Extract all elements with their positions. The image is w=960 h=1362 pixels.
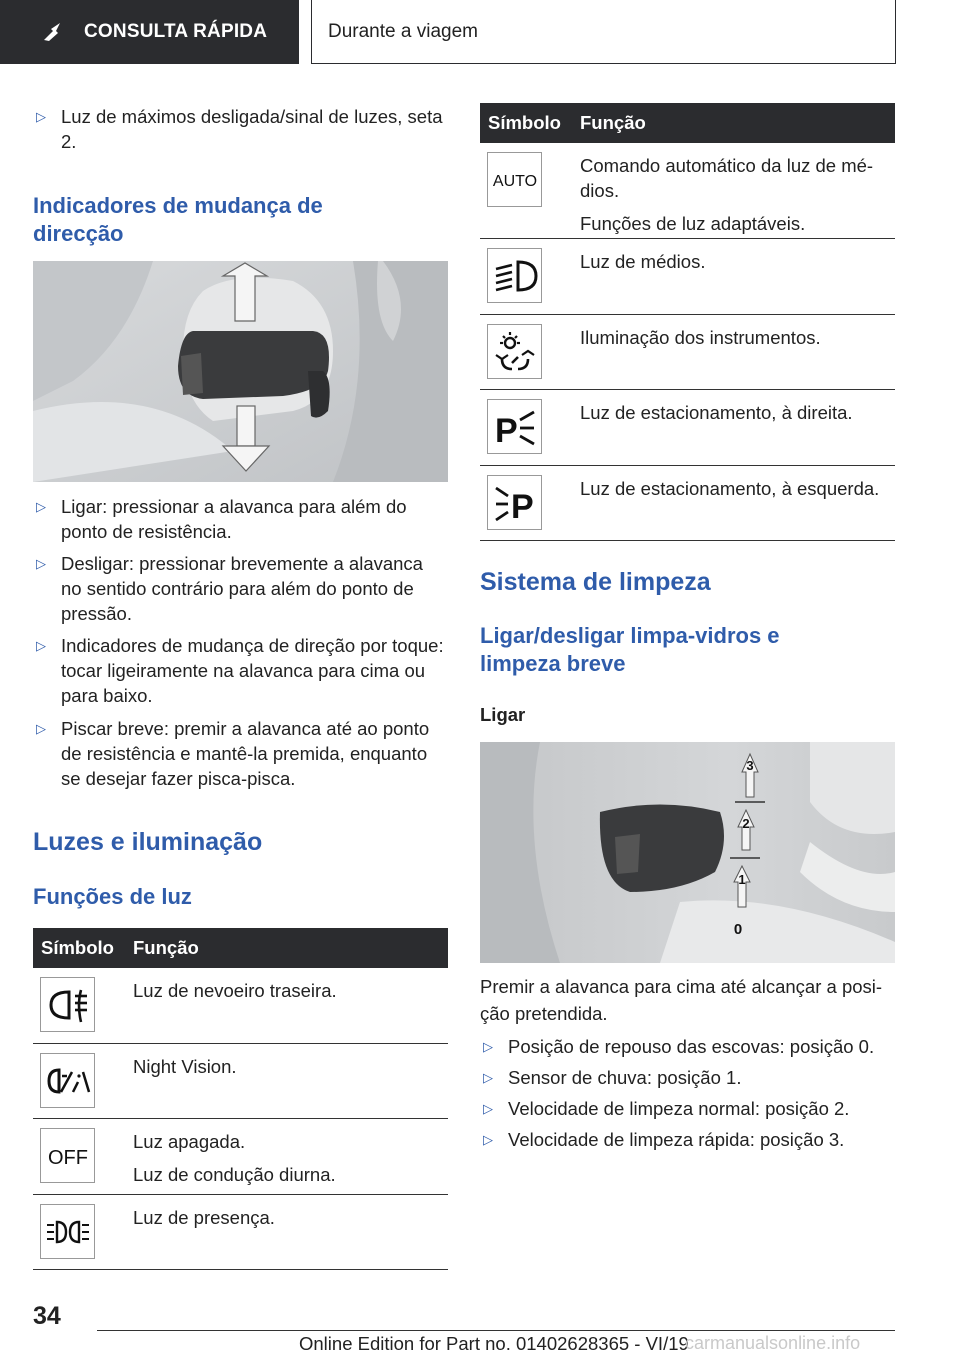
wiper-lever-image: [480, 742, 895, 963]
footer-divider: [97, 1330, 895, 1331]
low-beam-icon: [487, 248, 542, 303]
table-row: [480, 315, 895, 390]
table-row: [480, 466, 895, 541]
table-row: [480, 143, 895, 239]
bullet-triangle-icon: ▷: [36, 721, 46, 736]
function-text: Luz de médios.: [580, 251, 706, 272]
section-tab[interactable]: [311, 0, 896, 64]
bullet-triangle-icon: ▷: [36, 109, 46, 124]
bullet-triangle-icon: ▷: [483, 1039, 493, 1054]
bullet-triangle-icon: ▷: [36, 556, 46, 571]
bullet-triangle-icon: ▷: [36, 638, 46, 653]
function-text: Iluminação dos instrumentos.: [580, 327, 821, 348]
wiper-position-label: 3: [746, 758, 754, 773]
table-row: [33, 968, 448, 1044]
edition-note: Online Edition for Part no. 01402628365 - VI/19: [299, 1333, 689, 1354]
bullet-triangle-icon: ▷: [36, 499, 46, 514]
light-functions-table-right: [480, 103, 895, 541]
function-text: Comando automático da luz de médios.: [580, 155, 874, 201]
table-header-symbol: Símbolo: [488, 112, 561, 133]
list-item: ▷ Posição de repouso das escovas: posição 0.: [483, 1036, 875, 1057]
table-row: [33, 1044, 448, 1119]
paragraph: Premir a alavanca para cima até alcançar a posição pretendida.: [480, 976, 883, 1024]
function-text-secondary: Luz de condução diurna.: [133, 1164, 336, 1185]
section-heading: Luzes e iluminação: [33, 828, 263, 856]
side-lights-icon: [40, 1204, 95, 1259]
svg-text:OFF: OFF: [47, 1146, 88, 1169]
quick-reference-tab[interactable]: [0, 0, 299, 64]
list-item: ▷ Luz de máximos desligada/sinal de luzes, seta 2.: [36, 106, 443, 152]
list-item: ▷ Velocidade de limpeza rápida: posição 3.: [483, 1129, 845, 1150]
list-item: ▷ Piscar breve: premir a alavanca até ao ponto de resistência e mantê-la premida, enquanto se desejar fazer pisca-pisca.: [36, 718, 430, 789]
turn-signal-lever-image: [33, 261, 448, 482]
subheading: Ligar: [480, 704, 526, 725]
light-functions-table-left: [33, 928, 448, 1270]
table-header: [33, 928, 448, 968]
function-text: Luz de presença.: [133, 1207, 275, 1228]
table-header-symbol: Símbolo: [41, 937, 114, 958]
wiper-position-label: 2: [742, 816, 750, 831]
list-item: ▷ Sensor de chuva: posição 1.: [483, 1067, 742, 1088]
table-row: [33, 1195, 448, 1270]
table-header-function: Função: [580, 112, 646, 133]
subsection-heading: Funções de luz: [33, 884, 192, 909]
wiper-position-label: 0: [733, 921, 743, 938]
list-item: ▷ Velocidade de limpeza normal: posição 2.: [483, 1098, 850, 1119]
off-icon: [40, 1128, 95, 1183]
svg-text:AUTO: AUTO: [492, 172, 537, 190]
function-text: Luz de nevoeiro traseira.: [133, 980, 337, 1001]
quick-reference-label: CONSULTA RÁPIDA: [84, 21, 268, 42]
auto-icon: [487, 152, 542, 207]
rear-fog-light-icon: [40, 977, 95, 1032]
bullet-triangle-icon: ▷: [483, 1101, 493, 1116]
parking-light-left-icon: [487, 475, 542, 530]
parking-light-right-icon: [487, 399, 542, 454]
table-row: [480, 390, 895, 466]
section-label: Durante a viagem: [328, 20, 478, 42]
section-heading: Sistema de limpeza: [480, 568, 711, 596]
svg-text:P: P: [510, 487, 534, 526]
wiper-position-label: 1: [738, 872, 746, 887]
function-text: Night Vision.: [133, 1056, 237, 1077]
list-item: ▷ Ligar: pressionar a alavanca para além do ponto de resistência.: [36, 496, 407, 542]
list-item: ▷ Indicadores de mudança de direção por toque: tocar ligeiramente na alavanca para cima ou para baixo.: [36, 635, 444, 706]
bullet-triangle-icon: ▷: [483, 1132, 493, 1147]
instrument-lighting-icon: [487, 324, 542, 379]
function-text: Luz de estacionamento, à esquerda.: [580, 478, 880, 499]
table-row: [480, 239, 895, 315]
table-header-function: Função: [133, 937, 199, 958]
bullet-triangle-icon: ▷: [483, 1070, 493, 1085]
function-text: Luz apagada.: [133, 1131, 246, 1152]
page-number: 34: [33, 1302, 61, 1330]
list-item: ▷ Desligar: pressionar brevemente a alavanca no sentido contrário para além do ponto de pressão.: [36, 553, 423, 624]
quick-reference-icon: [40, 19, 66, 45]
night-vision-icon: [40, 1053, 95, 1108]
function-text: Luz de estacionamento, à direita.: [580, 402, 853, 423]
function-text-secondary: Funções de luz adaptáveis.: [580, 213, 806, 234]
svg-text:P: P: [494, 411, 518, 450]
table-header: [480, 103, 895, 143]
subsection-heading: Ligar/desligar limpa-vidros e limpeza breve: [480, 623, 780, 676]
watermark: carmanualsonline.info: [685, 1333, 861, 1353]
table-row: [33, 1119, 448, 1195]
section-heading: Indicadores de mudança de direcção: [33, 193, 323, 246]
